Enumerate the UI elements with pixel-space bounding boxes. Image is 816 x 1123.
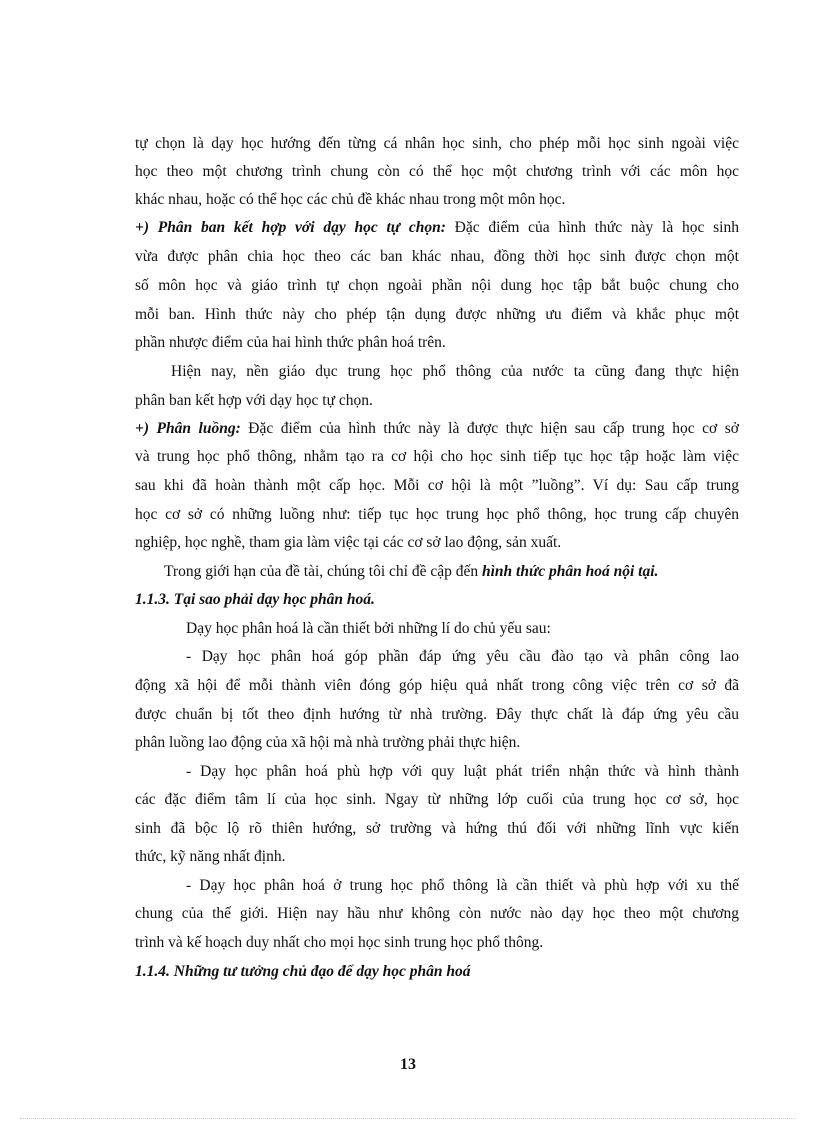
body-line: chung của thế giới. Hiện nay hầu như không còn nước nào dạy học theo một chương (135, 905, 739, 922)
subheading-line-phan-luong (135, 419, 739, 439)
body-line: Dạy học phân hoá là cần thiết bởi những lí do chủ yếu sau: (186, 620, 551, 637)
body-line: học cơ sở có những luồng như: tiếp tục học trung học phổ thông, học trung cấp chuyên (135, 506, 739, 523)
body-line: khác nhau, hoặc có thể học các chủ đề khác nhau trong một môn học. (135, 191, 566, 208)
body-line: học theo một chương trình chung còn có thể học một chương trình với các môn học (135, 163, 739, 180)
body-line: phân ban kết hợp với dạy học tự chọn. (135, 392, 373, 409)
body-text: Đặc điểm của hình thức này là được thực hiện sau cấp trung học cơ sở (240, 420, 739, 437)
body-line: vừa được phân chia học theo các ban khác nhau, đồng thời học sinh được chọn một (135, 248, 739, 265)
body-line: mỗi ban. Hình thức này cho phép tận dụng được những ưu điểm và khắc phục một (135, 306, 739, 323)
subheading-line-phan-ban (135, 218, 739, 238)
body-line: - Dạy học phân hoá phù hợp với quy luật phát triển nhận thức và hình thành (186, 763, 739, 780)
body-line: sau khi đã hoàn thành một cấp học. Mỗi cơ hội là một ”luồng”. Ví dụ: Sau cấp trung (135, 477, 739, 494)
body-line: sinh đã bộc lộ rõ thiên hướng, sở trường và hứng thú đối với những lĩnh vực kiến (135, 820, 739, 837)
body-line: số môn học và giáo trình tự chọn ngoài phần nội dung học tập bắt buộc chung cho (135, 277, 739, 294)
body-line: và trung học phổ thông, nhằm tạo ra cơ hội cho học sinh tiếp tục học tập hoặc làm việc (135, 448, 739, 465)
section-heading-1-1-4: 1.1.4. Những tư tưởng chủ đạo để dạy học phân hoá (135, 963, 471, 980)
section-heading-1-1-3: 1.1.3. Tại sao phải dạy học phân hoá. (135, 591, 375, 608)
scope-line (164, 562, 739, 582)
body-line: động xã hội để mỗi thành viên đóng góp hiệu quả nhất trong công việc trên cơ sở đã (135, 677, 739, 694)
emphasis-text: hình thức phân hoá nội tại. (481, 563, 659, 580)
body-line: được chuẩn bị tốt theo định hướng từ nhà trường. Đây thực chất là đáp ứng yêu cầu (135, 706, 739, 723)
body-line: - Dạy học phân hoá góp phần đáp ứng yêu cầu đào tạo và phân công lao (186, 648, 739, 665)
body-line: thức, kỹ năng nhất định. (135, 848, 286, 865)
body-line: các đặc điểm tâm lí của học sinh. Ngay từ những lớp cuối của trung học cơ sở, học (135, 791, 739, 808)
subheading-phan-luong: +) Phân luồng: (135, 420, 241, 437)
body-line: trình và kế hoạch duy nhất cho mọi học sinh trung học phổ thông. (135, 934, 544, 951)
body-line: Hiện nay, nền giáo dục trung học phổ thông của nước ta cũng đang thực hiện (171, 363, 739, 380)
subheading-phan-ban: +) Phân ban kết hợp với dạy học tự chọn: (135, 219, 446, 236)
body-line: - Dạy học phân hoá ở trung học phổ thông là cần thiết và phù hợp với xu thế (186, 877, 739, 894)
body-line: phần nhược điểm của hai hình thức phân hoá trên. (135, 334, 446, 351)
body-line: nghiệp, học nghề, tham gia làm việc tại các cơ sở lao động, sản xuất. (135, 534, 562, 551)
footer-divider (20, 1118, 796, 1119)
body-line: phân luồng lao động của xã hội mà nhà trường phải thực hiện. (135, 734, 521, 751)
body-line: tự chọn là dạy học hướng đến từng cá nhân học sinh, cho phép mỗi học sinh ngoài việc (135, 135, 739, 152)
page-number: 13 (400, 1056, 416, 1073)
body-text: Đặc điểm của hình thức này là học sinh (445, 219, 739, 236)
body-text: Trong giới hạn của đề tài, chúng tôi chỉ đề cập đến (164, 563, 482, 580)
